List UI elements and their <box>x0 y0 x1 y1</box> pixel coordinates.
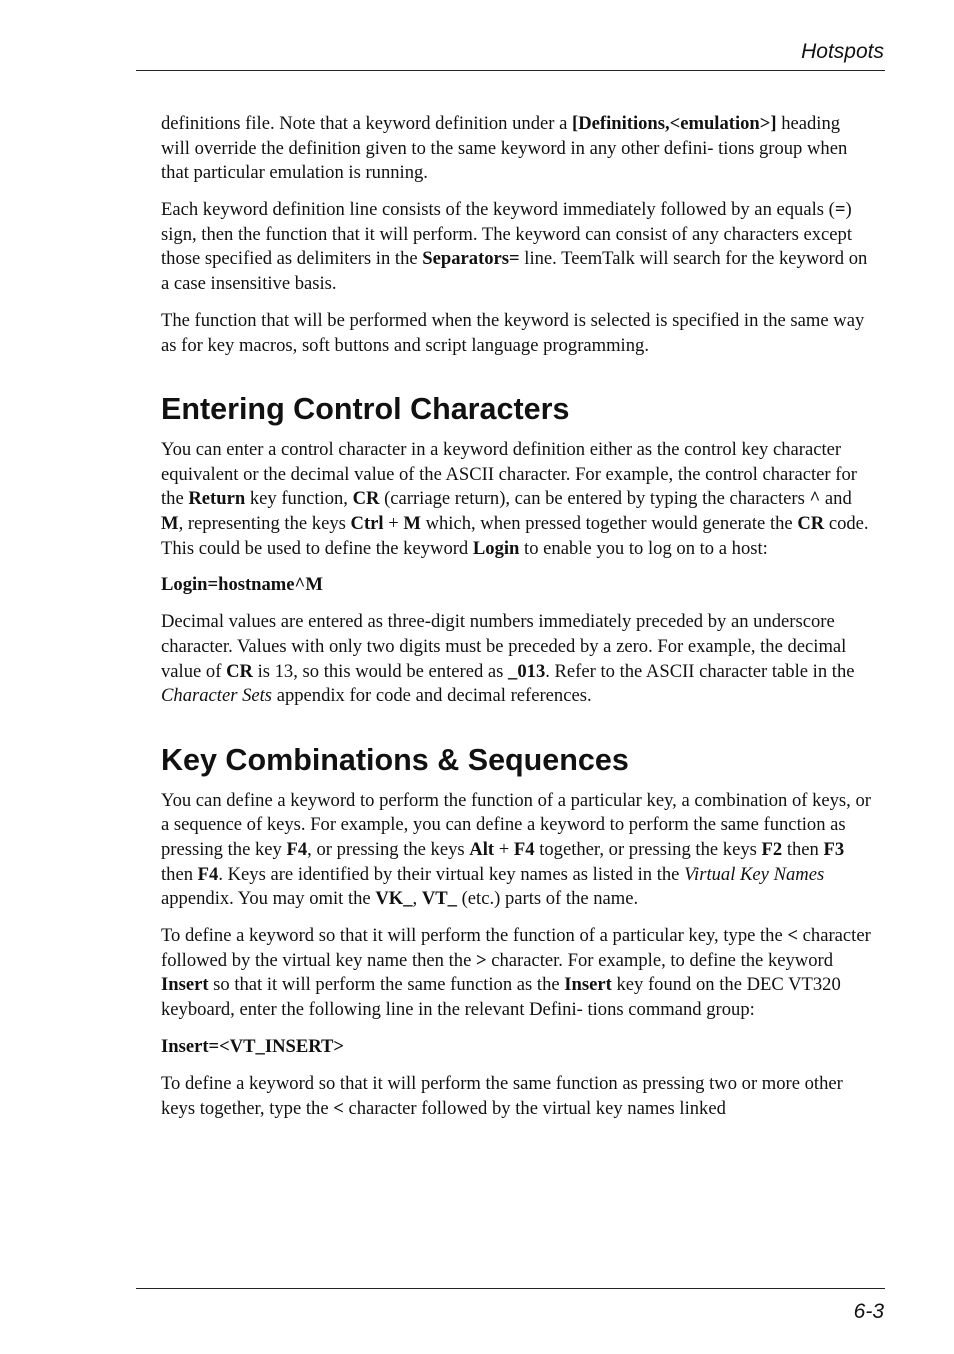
paragraph: Each keyword definition line consists of the keyword immediately followed by an equals (=) sign, then the function that it will perform. The keyword can consist of any characters except those specified as delimiters in the Separators= line. TeemTalk will search for the keyword on a case insensitive basis. <box>161 199 868 294</box>
paragraph: You can enter a control character in a keyword definition either as the control key character equivalent or the decimal value of the ASCII character. For example, the control character for the Return key function, CR (carriage return), can be entered by typing the characters ^ and M, representing the keys Ctrl + M which, when pressed together would generate the CR code. This could be used to define the keyword Login to enable you to log on to a host: <box>161 439 869 559</box>
page-number: 6-3 <box>853 1300 884 1323</box>
section-heading: Key Combinations & Sequences <box>161 742 629 777</box>
page-body <box>161 112 871 1134</box>
paragraph: To define a keyword so that it will perform the function of a particular key, type the < character followed by the virtual key name then the > character. For example, to define the keyword Insert so that it will perform the same function as the Insert key found on the DEC VT320 keyboard, enter the following line in the relevant Defini- tions command group: <box>161 925 871 1020</box>
paragraph: definitions file. Note that a keyword definition under a [Definitions,<emulation>] heading will override the definition given to the same keyword in any other defini- tions group when that particular emulation is running. <box>161 113 848 184</box>
paragraph: To define a keyword so that it will perform the same function as pressing two or more other keys together, type the < character followed by the virtual key names linked <box>161 1072 843 1119</box>
paragraph: You can define a keyword to perform the function of a particular key, a combination of keys, or a sequence of keys. For example, you can define a keyword to perform the same function as pressing the key F4, or pressing the keys Alt + F4 together, or pressing the keys F2 then F3 then F4. Keys are identified by their virtual key names as listed in the Virtual Key Names appendix. You may omit the VK_, VT_ (etc.) parts of the name. <box>161 789 871 910</box>
code-example: Login=hostname^M <box>161 574 323 596</box>
paragraph: Decimal values are entered as three-digit numbers immediately preceded by an underscore character. Values with only two digits must be preceded by a zero. For example, the decimal value of CR is 13, so this would be entered as _013. Refer to the ASCII character table in the Character Sets appendix for code and decimal references. <box>161 611 855 707</box>
paragraph: The function that will be performed when the keyword is selected is specified in the same way as for key macros, soft buttons and script language programming. <box>161 309 865 356</box>
header-rule <box>136 70 885 71</box>
footer-rule <box>136 1288 885 1289</box>
section-heading: Entering Control Characters <box>161 392 570 427</box>
code-example: Insert=<VT_INSERT> <box>161 1035 345 1057</box>
running-header: Hotspots <box>801 40 884 63</box>
